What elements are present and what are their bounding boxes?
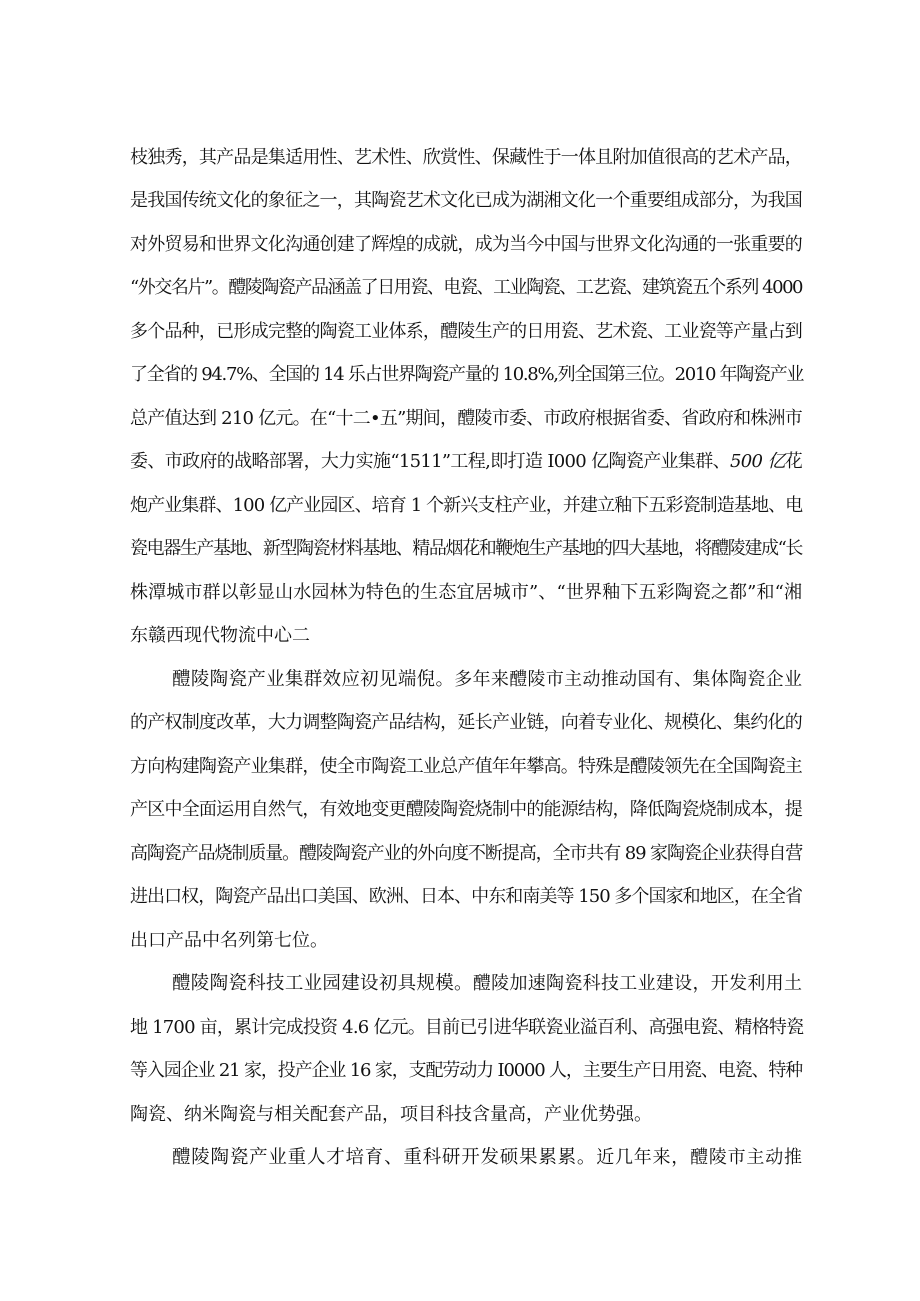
text-line: 总产值达到 210 亿元。在“十二•五”期间，醴陵市委、市政府根据省委、省政府和株洲市 [130,408,802,429]
text-line: 瓷电器生产基地、新型陶瓷材料基地、精品烟花和鞭炮生产基地的四大基地，将醴陵建成“长 [130,538,802,559]
text-line: “外交名片”。醴陵陶瓷产品涵盖了日用瓷、电瓷、工业陶瓷、工艺瓷、建筑瓷五个系列 4000 [130,277,802,298]
text-line: 陶瓷、纳米陶瓷与相关配套产品，项目科技含量高，产业优势强。 [130,1104,652,1125]
paragraph-first-line [172,972,802,996]
text-segment: 花 [784,451,802,472]
text-line: 高陶瓷产品烧制质量。醴陵陶瓷产业的外向度不断提高，全市共有 89 家陶瓷企业获得自营 [130,843,803,864]
text-line: 枝独秀，其产品是集适用性、艺术性、欣赏性、保藏性于一体且附加值很高的艺术产品， [130,147,802,168]
text-line: 株潭城市群以彰显山水园林为特色的生态宜居城市”、“世界釉下五彩陶瓷之都”和“湘 [130,582,802,603]
text-line: 进出口权，陶瓷产品出口美国、欧洲、日本、中东和南美等 150 多个国家和地区，在全省 [130,886,802,907]
text-line: 了全省的 94.7%、全国的 14 乐占世界陶瓷产量的 10.8%,列全国第三位。2010 年陶瓷产业 [130,364,804,385]
paragraph-lead-heading: 醴陵陶瓷产业重人才培育、重科研开发硕果累累。 [172,1147,597,1168]
text-line: 东赣西现代物流中心二 [130,625,310,646]
text-line: 方向构建陶瓷产业集群，使全市陶瓷工业总产值年年攀高。特殊是醴陵领先在全国陶瓷主 [130,756,802,777]
paragraph-first-line [172,668,802,692]
text-line: 等入园企业 21 家，投产企业 16 家，支配劳动力 I0000 人，主要生产日用瓷、电瓷、特种 [130,1060,802,1081]
text-line: 是我国传统文化的象征之一，其陶瓷艺术文化已成为湖湘文化一个重要组成部分，为我国 [130,190,802,211]
text-line: 对外贸易和世界文化沟通创建了辉煌的成就，成为当今中国与世界文化沟通的一张重要的 [130,234,802,255]
paragraph-lead-heading: 醴陵陶瓷科技工业园建设初具规模。 [172,973,473,994]
italic-text-segment: 500 亿 [729,451,785,472]
text-line: 产区中全面运用自然气，有效地变更醴陵陶瓷烧制中的能源结构，降低陶瓷烧制成本，提 [130,799,802,820]
text-line: 的产权制度改革，大力调整陶瓷产品结构，延长产业链，向着专业化、规模化、集约化的 [130,712,802,733]
text-segment: 委、市政府的战略部署，大力实施“1511”工程,即打造 I000 亿陶瓷产业集群、 [130,451,730,472]
text-line: 多个品种，已形成完整的陶瓷工业体系，醴陵生产的日用瓷、艺术瓷、工业瓷等产量占到 [130,321,802,342]
text-segment: 醴陵加速陶瓷科技工业建设，开发利用土 [472,973,802,994]
text-line: 地 1700 亩，累计完成投资 4.6 亿元。目前已引进华联瓷业溢百利、高强电瓷、精格特瓷 [130,1017,804,1038]
paragraph-lead-heading: 醴陵陶瓷产业集群效应初见端倪。 [172,669,455,690]
text-line: 出口产品中名列第七位。 [130,930,328,951]
text-line [130,450,802,474]
text-segment: 近几年来，醴陵市主动推 [596,1147,802,1168]
paragraph-first-line [172,1146,802,1170]
text-segment: 多年来醴陵市主动推动国有、集体陶瓷企业 [454,669,802,690]
text-line: 炮产业集群、100 亿产业园区、培育 1 个新兴支柱产业，并建立釉下五彩瓷制造基地、电 [130,495,803,516]
